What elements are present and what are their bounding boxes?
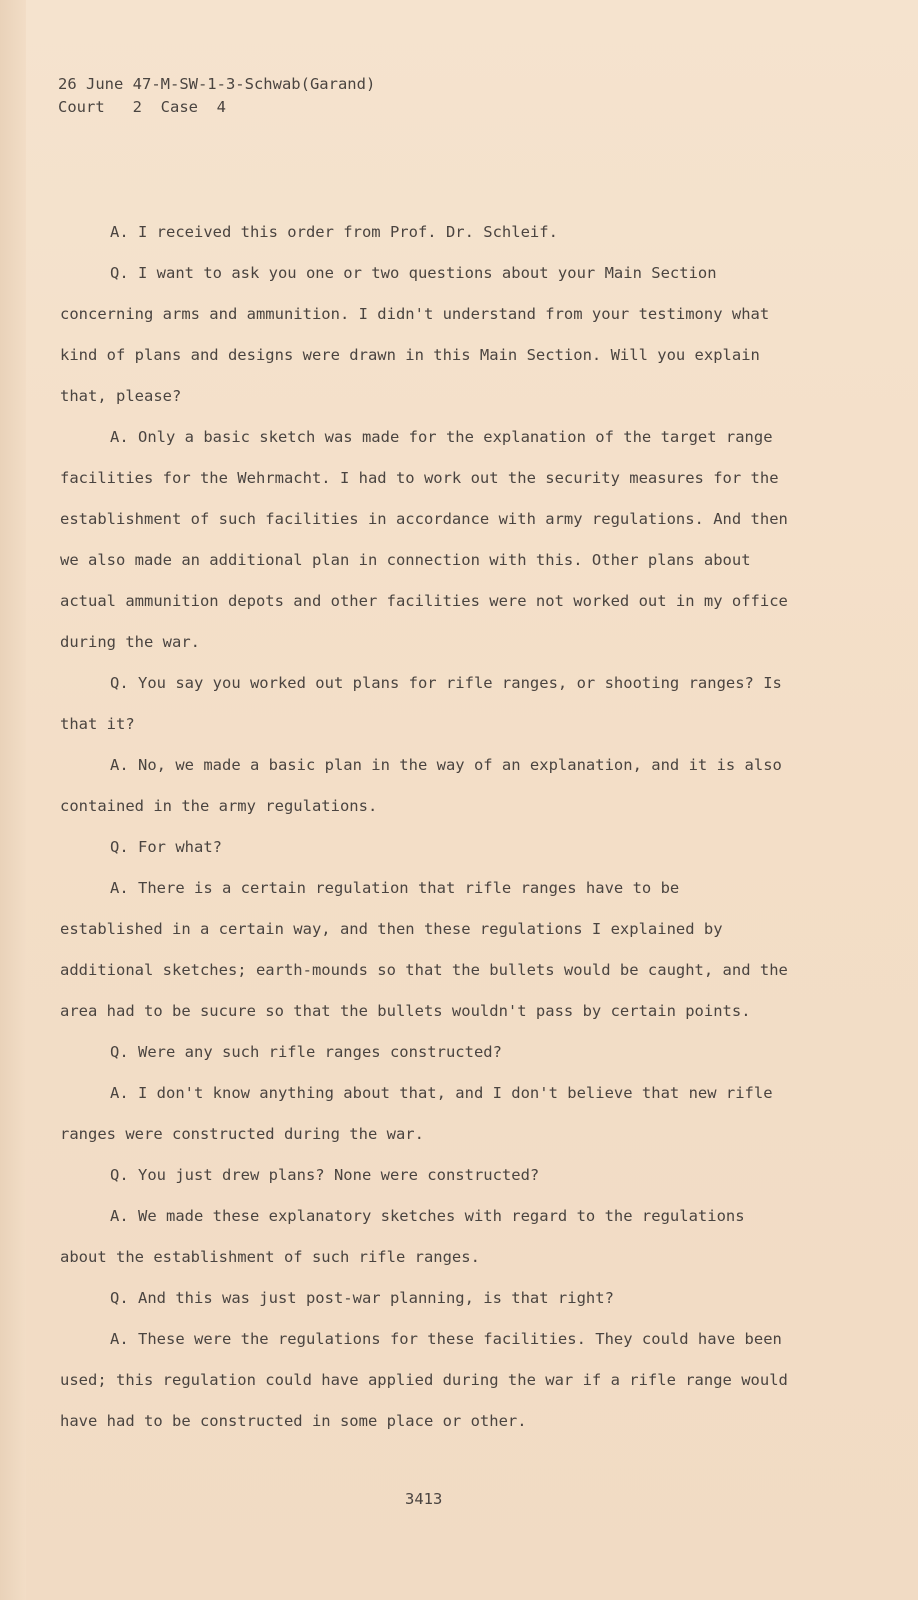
paragraph: Q. You say you worked out plans for rifle ranges, or shooting ranges? Is that it? [60,674,782,733]
paragraph: Q. For what? [110,838,222,856]
paragraph: Q. Were any such rifle ranges constructed? [110,1043,502,1061]
paragraph: A. We made these explanatory sketches with regard to the regulations about the establishment of such rifle ranges. [60,1207,745,1266]
paragraph: Q. I want to ask you one or two questions about your Main Section concerning arms and ammunition. I didn't understand from your testimony what kind of plans and designs were drawn in this Main Section. Will you explain that, please? [60,264,770,405]
paragraph: A. There is a certain regulation that rifle ranges have to be established in a certain way, and then these regulations I explained by additional sketches; earth-mounds so that the bullets would be caught, and the area had to be sucure so that the bullets wouldn't pass by certain points. [60,879,788,1020]
header-reference: 26 June 47-M-SW-1-3-Schwab(Garand) [58,75,376,93]
header-court-case: Court 2 Case 4 [58,98,226,116]
page-edge [0,0,26,1600]
paragraph: A. These were the regulations for these facilities. They could have been used; this regulation could have applied during the war if a rifle range would have had to be constructed in some place or other. [60,1330,788,1430]
paragraph: A. Only a basic sketch was made for the explanation of the target range facilities for the Wehrmacht. I had to work out the security measures for the establishment of such facilities in accordance with army regulations. And then we also made an additional plan in connection with this. Other plans about actual ammunition depots and other facilities were not worked out in my office during the war. [60,428,788,651]
paragraph: A. No, we made a basic plan in the way of an explanation, and it is also contained in the army regulations. [60,756,782,815]
paragraph: A. I don't know anything about that, and I don't believe that new rifle ranges were constructed during the war. [60,1084,773,1143]
document-header [58,73,375,119]
paragraph: Q. And this was just post-war planning, is that right? [110,1289,614,1307]
paragraph: Q. You just drew plans? None were constructed? [110,1166,540,1184]
page-number: 3413 [405,1490,443,1508]
transcript-body [60,212,790,1442]
paragraph: A. I received this order from Prof. Dr. Schleif. [110,223,558,241]
